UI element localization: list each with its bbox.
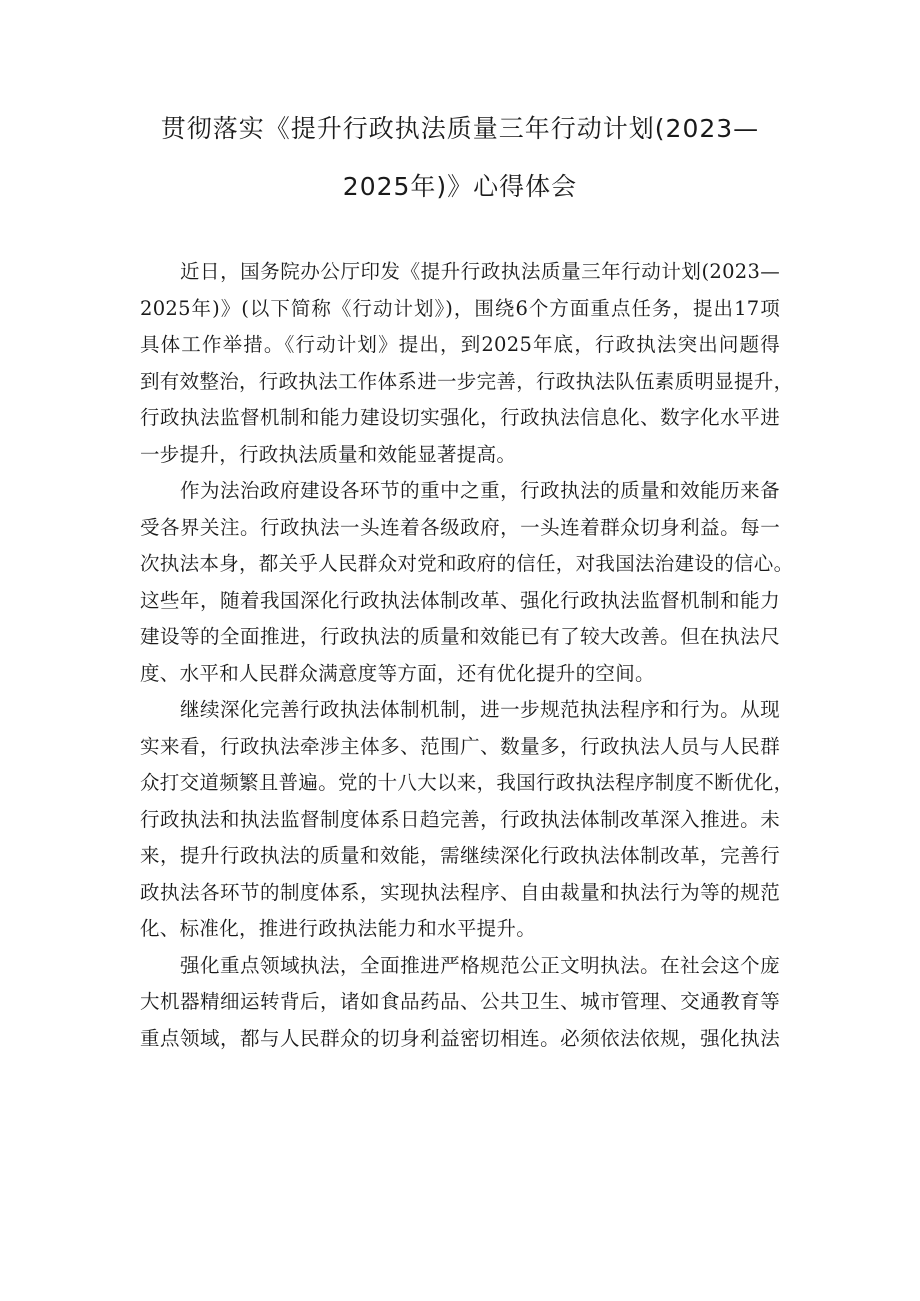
text-line: 这些年，随着我国深化行政执法体制改革、强化行政执法监督机制和能力 bbox=[140, 588, 780, 612]
title-line: 贯彻落实《提升行政执法质量三年行动计划(2023— bbox=[160, 114, 760, 143]
text-line: 一步提升，行政执法质量和效能显著提高。 bbox=[140, 442, 517, 466]
text-line: 强化重点领域执法，全面推进严格规范公正文明执法。在社会这个庞 bbox=[180, 953, 780, 977]
paragraph-2 bbox=[140, 473, 794, 692]
text-line: 作为法治政府建设各环节的重中之重，行政执法的质量和效能历来备 bbox=[180, 479, 780, 502]
text-line: 行政执法和执法监督制度体系日趋完善，行政执法体制改革深入推进。未 bbox=[140, 807, 780, 831]
paragraph-4 bbox=[140, 948, 780, 1058]
text-line: 行政执法监督机制和能力建设切实强化，行政执法信息化、数字化水平进 bbox=[140, 406, 780, 429]
text-line: 重点领域，都与人民群众的切身利益密切相连。必须依法依规，强化执法 bbox=[140, 1026, 780, 1050]
text-line: 次执法本身，都关乎人民群众对党和政府的信任，对我国法治建设的信心。 bbox=[140, 552, 794, 575]
title-line: 2025年)》心得体会 bbox=[342, 172, 578, 201]
text-line: 建设等的全面推进，行政执法的质量和效能已有了较大改善。但在执法尺 bbox=[140, 625, 780, 648]
text-line: 2025年)》(以下简称《行动计划》)，围绕6个方面重点任务，提出17项 bbox=[140, 296, 780, 320]
text-line: 受各界关注。行政执法一头连着各级政府，一头连着群众切身利益。每一 bbox=[140, 515, 780, 539]
text-line: 到有效整治，行政执法工作体系进一步完善，行政执法队伍素质明显提升， bbox=[140, 369, 794, 393]
text-line: 来，提升行政执法的质量和效能，需继续深化行政执法体制改革，完善行 bbox=[140, 844, 780, 867]
text-line: 度、水平和人民群众满意度等方面，还有优化提升的空间。 bbox=[140, 661, 655, 685]
document-body bbox=[140, 254, 794, 1057]
text-line: 近日，国务院办公厅印发《提升行政执法质量三年行动计划(2023— bbox=[180, 260, 780, 283]
paragraph-3 bbox=[140, 692, 794, 948]
text-line: 继续深化完善行政执法体制机制，进一步规范执法程序和行为。从现 bbox=[180, 698, 780, 721]
text-line: 实来看，行政执法牵涉主体多、范围广、数量多，行政执法人员与人民群 bbox=[140, 734, 780, 758]
text-line: 政执法各环节的制度体系，实现执法程序、自由裁量和执法行为等的规范 bbox=[140, 880, 780, 904]
paragraph-1 bbox=[140, 254, 794, 473]
document-title bbox=[140, 100, 780, 216]
text-line: 具体工作举措。《行动计划》提出，到2025年底，行政执法突出问题得 bbox=[140, 333, 780, 356]
text-line: 大机器精细运转背后，诸如食品药品、公共卫生、城市管理、交通教育等 bbox=[140, 990, 780, 1013]
text-line: 化、标准化，推进行政执法能力和水平提升。 bbox=[140, 917, 537, 940]
text-line: 众打交道频繁且普遍。党的十八大以来，我国行政执法程序制度不断优化， bbox=[140, 771, 794, 794]
